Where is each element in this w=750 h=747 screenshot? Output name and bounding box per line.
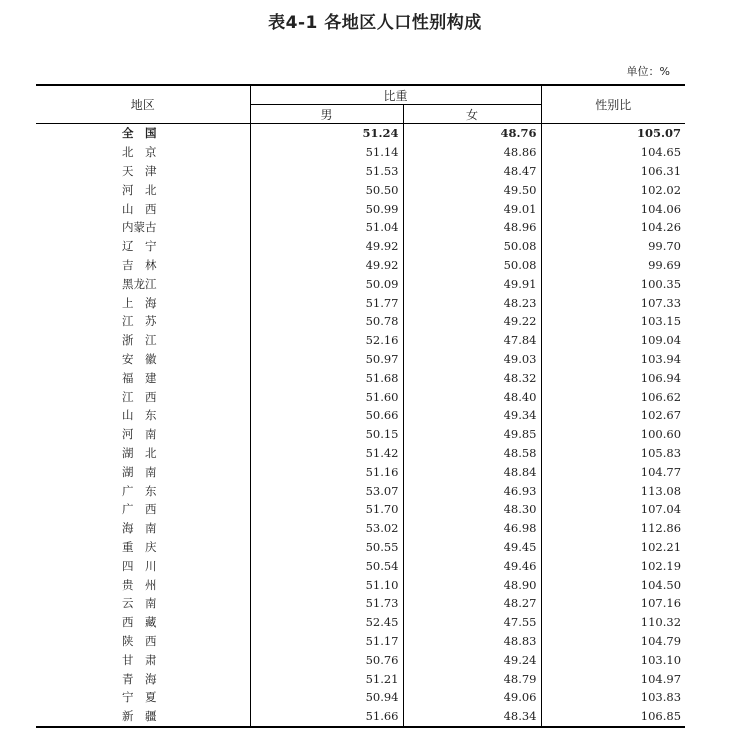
sex-ratio-cell: 104.50 [640,577,682,592]
table-row [36,538,685,557]
sex-ratio-cell: 99.70 [648,239,682,254]
table-row [36,143,685,162]
sex-ratio-cell: 100.35 [640,276,682,291]
male-cell: 51.73 [250,594,403,613]
female-cell: 49.91 [403,274,541,293]
male-cell: 53.07 [250,481,403,500]
male-cell: 49.92 [250,237,403,256]
region-cell: 四 川 [36,556,250,575]
female-cell: 48.58 [403,444,541,463]
table-row [36,669,685,688]
region-cell: 山 东 [36,406,250,425]
table-row [36,368,685,387]
female-cell: 49.45 [403,538,541,557]
region-cell: 山 西 [36,199,250,218]
female-cell: 48.34 [403,707,541,727]
sex-ratio-cell: 103.83 [640,690,682,705]
male-cell: 50.15 [250,425,403,444]
female-cell: 48.40 [403,387,541,406]
male-cell: 51.04 [250,218,403,237]
sex-ratio-cell: 105.07 [637,126,682,141]
female-cell: 48.86 [403,143,541,162]
female-cell: 48.83 [403,632,541,651]
table-row [36,632,685,651]
table-row [36,350,685,369]
sex-ratio-cell: 104.97 [640,671,682,686]
male-cell: 49.92 [250,256,403,275]
table-row [36,199,685,218]
female-cell: 48.90 [403,575,541,594]
sex-ratio-cell: 104.77 [640,464,682,479]
region-cell: 天 津 [36,162,250,181]
male-cell: 51.66 [250,707,403,727]
female-cell: 50.08 [403,256,541,275]
region-cell: 青 海 [36,669,250,688]
male-cell: 53.02 [250,519,403,538]
sex-ratio-cell: 107.16 [640,596,682,611]
male-cell: 52.16 [250,331,403,350]
table-row [36,218,685,237]
sex-ratio-cell: 106.94 [640,370,682,385]
table-row [36,650,685,669]
table-row [36,444,685,463]
male-cell: 50.54 [250,556,403,575]
female-cell: 49.24 [403,650,541,669]
female-cell: 48.79 [403,669,541,688]
region-cell: 湖 北 [36,444,250,463]
male-cell: 50.99 [250,199,403,218]
sex-ratio-cell: 109.04 [640,333,682,348]
table-row [36,575,685,594]
sex-ratio-cell: 110.32 [640,615,682,630]
male-cell: 51.60 [250,387,403,406]
table-row [36,387,685,406]
table-row [36,613,685,632]
female-cell: 48.30 [403,500,541,519]
sex-ratio-cell: 113.08 [640,483,682,498]
male-cell: 52.45 [250,613,403,632]
female-cell: 48.32 [403,368,541,387]
female-cell: 49.85 [403,425,541,444]
region-cell: 河 北 [36,180,250,199]
region-cell: 云 南 [36,594,250,613]
sex-ratio-cell: 104.26 [640,220,682,235]
region-cell: 上 海 [36,293,250,312]
sex-ratio-cell: 106.62 [640,389,682,404]
sex-ratio-cell: 99.69 [648,257,682,272]
region-cell: 广 西 [36,500,250,519]
region-cell: 宁 夏 [36,688,250,707]
region-cell: 全 国 [36,124,250,143]
male-cell: 51.68 [250,368,403,387]
male-cell: 51.17 [250,632,403,651]
table-row [36,481,685,500]
sex-ratio-cell: 107.33 [640,295,682,310]
male-cell: 51.70 [250,500,403,519]
sex-ratio-cell: 102.02 [640,182,682,197]
region-cell: 新 疆 [36,707,250,727]
female-cell: 49.46 [403,556,541,575]
male-cell: 50.50 [250,180,403,199]
sex-ratio-cell: 107.04 [640,502,682,517]
region-cell: 广 东 [36,481,250,500]
region-cell: 北 京 [36,143,250,162]
female-cell: 49.01 [403,199,541,218]
female-cell: 49.50 [403,180,541,199]
male-cell: 51.42 [250,444,403,463]
male-cell: 51.53 [250,162,403,181]
region-cell: 甘 肃 [36,650,250,669]
region-cell: 江 苏 [36,312,250,331]
table-row [36,707,685,727]
table-row [36,293,685,312]
female-cell: 50.08 [403,237,541,256]
region-cell: 西 藏 [36,613,250,632]
sex-ratio-cell: 112.86 [640,521,682,536]
region-cell: 福 建 [36,368,250,387]
region-cell: 安 徽 [36,350,250,369]
male-cell: 51.14 [250,143,403,162]
header-male: 男 [250,105,403,124]
male-cell: 51.21 [250,669,403,688]
table-row [36,312,685,331]
header-sex-ratio: 性别比 [541,85,685,124]
male-cell: 50.66 [250,406,403,425]
female-cell: 48.84 [403,462,541,481]
table-row [36,274,685,293]
table-row [36,462,685,481]
population-sex-table [36,84,685,728]
table-row [36,237,685,256]
sex-ratio-cell: 102.67 [640,408,682,423]
male-cell: 51.16 [250,462,403,481]
female-cell: 48.76 [403,124,541,143]
header-proportion: 比重 [250,85,541,105]
male-cell: 50.78 [250,312,403,331]
region-cell: 黑龙江 [36,274,250,293]
sex-ratio-cell: 103.94 [640,351,682,366]
region-cell: 陕 西 [36,632,250,651]
sex-ratio-cell: 102.19 [640,558,682,573]
female-cell: 47.84 [403,331,541,350]
table-row [36,688,685,707]
region-cell: 海 南 [36,519,250,538]
male-cell: 50.76 [250,650,403,669]
female-cell: 48.23 [403,293,541,312]
table-row [36,556,685,575]
region-cell: 湖 南 [36,462,250,481]
region-cell: 重 庆 [36,538,250,557]
male-cell: 50.94 [250,688,403,707]
region-cell: 浙 江 [36,331,250,350]
table-row [36,331,685,350]
header-female: 女 [403,105,541,124]
unit-label: 单位：% [626,65,670,78]
male-cell: 51.10 [250,575,403,594]
sex-ratio-cell: 105.83 [640,445,682,460]
male-cell: 50.55 [250,538,403,557]
female-cell: 49.03 [403,350,541,369]
female-cell: 48.96 [403,218,541,237]
male-cell: 51.77 [250,293,403,312]
sex-ratio-cell: 103.15 [640,314,682,329]
region-cell: 贵 州 [36,575,250,594]
table-title: 表4-1 各地区人口性别构成 [268,13,482,33]
female-cell: 49.06 [403,688,541,707]
table-row [36,406,685,425]
region-cell: 江 西 [36,387,250,406]
female-cell: 47.55 [403,613,541,632]
male-cell: 50.09 [250,274,403,293]
sex-ratio-cell: 100.60 [640,427,682,442]
table-row [36,594,685,613]
male-cell: 50.97 [250,350,403,369]
female-cell: 49.22 [403,312,541,331]
region-cell: 内蒙古 [36,218,250,237]
table-row [36,425,685,444]
sex-ratio-cell: 106.31 [640,163,682,178]
sex-ratio-cell: 104.06 [640,201,682,216]
table-row [36,256,685,275]
female-cell: 46.93 [403,481,541,500]
table-row [36,500,685,519]
table-row [36,519,685,538]
sex-ratio-cell: 104.65 [640,145,682,160]
region-cell: 辽 宁 [36,237,250,256]
female-cell: 48.27 [403,594,541,613]
sex-ratio-cell: 104.79 [640,633,682,648]
sex-ratio-cell: 102.21 [640,539,682,554]
table-row [36,162,685,181]
region-cell: 河 南 [36,425,250,444]
female-cell: 48.47 [403,162,541,181]
header-region: 地区 [36,85,250,124]
table-row-total [36,124,685,143]
female-cell: 46.98 [403,519,541,538]
sex-ratio-cell: 106.85 [640,709,682,724]
female-cell: 49.34 [403,406,541,425]
region-cell: 吉 林 [36,256,250,275]
male-cell: 51.24 [250,124,403,143]
table-row [36,180,685,199]
sex-ratio-cell: 103.10 [640,652,682,667]
